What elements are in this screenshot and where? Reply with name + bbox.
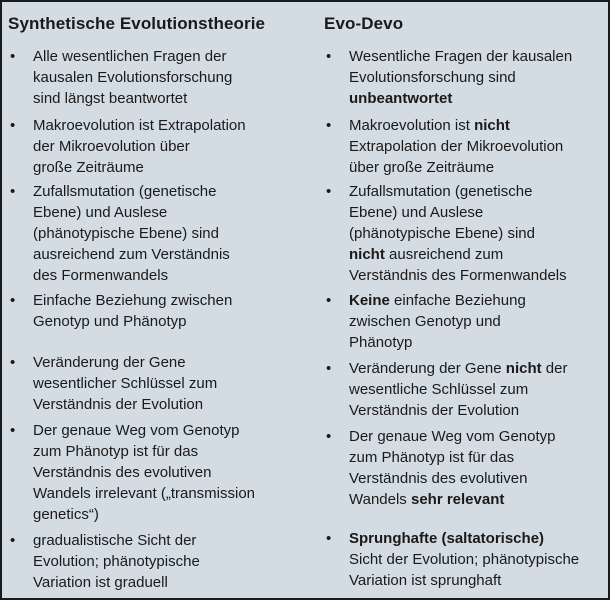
bullet-icon: • — [326, 428, 332, 445]
bullet-icon: • — [10, 183, 16, 200]
bullet-icon: • — [10, 292, 16, 309]
bullet-icon: • — [10, 117, 16, 134]
bullet-icon: • — [326, 117, 332, 134]
bullet-icon: • — [326, 292, 332, 309]
bullet-icon: • — [10, 354, 16, 371]
bullet-icon: • — [326, 360, 332, 377]
bullet-icon: • — [10, 532, 16, 549]
column-title-synthetic-theory: Synthetische Evolutionstheorie — [8, 14, 266, 33]
bullet-icon: • — [10, 422, 16, 439]
bullet-icon: • — [326, 530, 332, 547]
bullet-icon: • — [326, 48, 332, 65]
bullet-icon: • — [326, 183, 332, 200]
comparison-table: Synthetische Evolutionstheorie • Alle wesentlichen Fragen der kausalen Evolutionsforschung sind längst beantwortet • Makroevolution ist Extrapolation der Mikroevolution über große Zeiträume • Zufallsmutation (genetische Ebene) und Auslese (phänotypische Ebene) sind ausreichend zum Verständnis des Formenwandels • Einfache Beziehung zwischen Genotyp und Phänotyp • Veränderung der Gene wesentlicher Schlüssel zum Verständnis der Evolution • Der genaue Weg vom Genotyp zum Phänotyp ist für das Verständnis des evolutiven Wandels irrelevant („transmission genetics“) • gradualistische Sicht der Evolution; phänotypische Variation ist graduell Evo-Devo • Wesentliche Fragen der kausalen Evolutionsforschung sind unbeantwortet • Makroevolution ist nicht Extrapolation der Mikroevolution über große Zeiträume • Zufallsmutation (genetische Ebene) und Auslese (phänotypische Ebene) sind nicht ausreichend zum Verständnis des Formenwandels • Keine einfache Beziehung zwischen Genotyp und Phänotyp • Veränderung der Gene nicht der wesentliche Schlüssel zum Verständnis der Evolution • Der genaue Weg vom Genotyp zum Phänotyp ist für das Verständnis des evolutiven Wandels sehr relevant • Sprunghafte (saltatorische) Sicht der Evolution; phänotypische Variation ist sprunghaft — [0, 0, 610, 600]
bullet-icon: • — [10, 48, 16, 65]
column-title-evo-devo: Evo-Devo — [324, 14, 404, 33]
